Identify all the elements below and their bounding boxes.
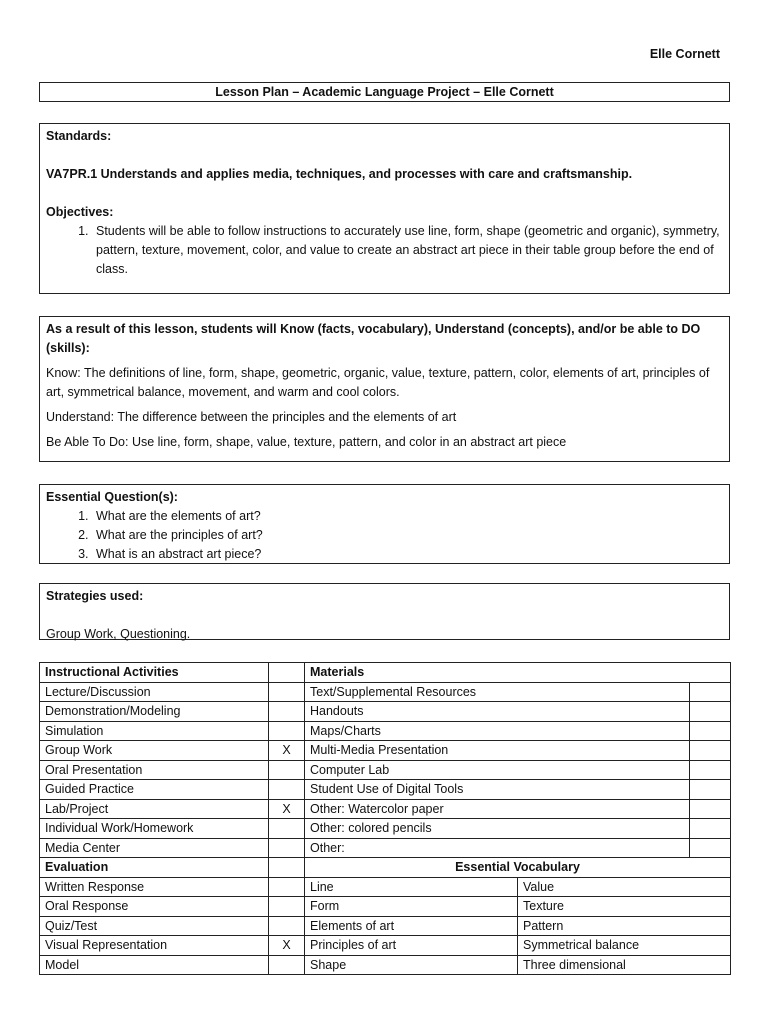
activity-mark-cell xyxy=(269,780,305,800)
table-row xyxy=(40,916,731,936)
activity-mark-cell xyxy=(269,838,305,858)
activity-cell: Group Work xyxy=(40,741,269,761)
strategies-heading: Strategies used: xyxy=(46,589,144,603)
vocabulary-cell: Texture xyxy=(518,897,731,917)
evaluation-heading: Evaluation xyxy=(40,858,269,878)
mark-cell xyxy=(269,663,305,683)
lesson-title: Lesson Plan – Academic Language Project – Elle Cornett xyxy=(39,82,730,102)
standards-section xyxy=(39,123,730,294)
activity-cell: Lecture/Discussion xyxy=(40,682,269,702)
objective-item: 1. Students will be able to follow instructions to accurately use line, form, shape (geometric and organic), symmetry, pattern, texture, movement, color, and value to create an abstract art piece in their table group before the end of class. xyxy=(92,222,723,279)
table-row xyxy=(40,780,731,800)
evaluation-header-row xyxy=(40,858,731,878)
activity-mark-cell xyxy=(269,682,305,702)
table-row xyxy=(40,741,731,761)
mark-cell xyxy=(269,858,305,878)
vocabulary-cell: Three dimensional xyxy=(518,955,731,975)
material-mark-cell xyxy=(690,799,731,819)
table-row xyxy=(40,955,731,975)
material-cell: Maps/Charts xyxy=(305,721,690,741)
essential-questions-section xyxy=(39,484,730,564)
material-mark-cell xyxy=(690,838,731,858)
standards-heading: Standards: xyxy=(46,129,112,143)
evaluation-mark-cell xyxy=(269,897,305,917)
table-row xyxy=(40,877,731,897)
vocabulary-cell: Value xyxy=(518,877,731,897)
activity-mark-cell: X xyxy=(269,741,305,761)
material-mark-cell xyxy=(690,721,731,741)
activity-cell: Media Center xyxy=(40,838,269,858)
table-row xyxy=(40,799,731,819)
table-row xyxy=(40,936,731,956)
material-cell: Computer Lab xyxy=(305,760,690,780)
vocabulary-heading: Essential Vocabulary xyxy=(305,858,731,878)
material-cell: Handouts xyxy=(305,702,690,722)
activity-mark-cell xyxy=(269,819,305,839)
evaluation-cell: Visual Representation xyxy=(40,936,269,956)
activity-cell: Individual Work/Homework xyxy=(40,819,269,839)
material-cell: Multi-Media Presentation xyxy=(305,741,690,761)
understand-text: Understand: The difference between the principles and the elements of art xyxy=(46,410,457,424)
standard-text: VA7PR.1 Understands and applies media, techniques, and processes with care and craftsmanship. xyxy=(46,167,633,181)
materials-heading: Materials xyxy=(305,663,731,683)
outcomes-heading: As a result of this lesson, students will Know (facts, vocabulary), Understand (concepts), and/or be able to DO (skills): xyxy=(46,322,701,355)
evaluation-cell: Oral Response xyxy=(40,897,269,917)
activity-cell: Lab/Project xyxy=(40,799,269,819)
table-row xyxy=(40,721,731,741)
vocabulary-cell: Form xyxy=(305,897,518,917)
activity-cell: Demonstration/Modeling xyxy=(40,702,269,722)
strategies-section xyxy=(39,583,730,640)
author-name: Elle Cornett xyxy=(649,47,720,61)
table-row xyxy=(40,760,731,780)
vocabulary-cell: Shape xyxy=(305,955,518,975)
vocabulary-cell: Elements of art xyxy=(305,916,518,936)
activity-mark-cell xyxy=(269,702,305,722)
activity-mark-cell xyxy=(269,760,305,780)
activity-cell: Guided Practice xyxy=(40,780,269,800)
activity-mark-cell xyxy=(269,721,305,741)
objectives-heading: Objectives: xyxy=(46,205,114,219)
material-mark-cell xyxy=(690,760,731,780)
evaluation-mark-cell xyxy=(269,877,305,897)
evaluation-mark-cell xyxy=(269,916,305,936)
material-cell: Other: Watercolor paper xyxy=(305,799,690,819)
table-row xyxy=(40,838,731,858)
essential-questions-heading: Essential Question(s): xyxy=(46,490,178,504)
vocabulary-cell: Symmetrical balance xyxy=(518,936,731,956)
outcomes-section xyxy=(39,316,730,462)
table-row xyxy=(40,819,731,839)
material-cell: Text/Supplemental Resources xyxy=(305,682,690,702)
table-header-row xyxy=(40,663,731,683)
activities-heading: Instructional Activities xyxy=(40,663,269,683)
question-item: 2. What are the principles of art? xyxy=(92,526,723,545)
material-mark-cell xyxy=(690,702,731,722)
evaluation-cell: Model xyxy=(40,955,269,975)
material-cell: Student Use of Digital Tools xyxy=(305,780,690,800)
activity-mark-cell: X xyxy=(269,799,305,819)
evaluation-cell: Written Response xyxy=(40,877,269,897)
table-row xyxy=(40,897,731,917)
vocabulary-cell: Line xyxy=(305,877,518,897)
evaluation-mark-cell: X xyxy=(269,936,305,956)
vocabulary-cell: Principles of art xyxy=(305,936,518,956)
material-mark-cell xyxy=(690,682,731,702)
material-mark-cell xyxy=(690,819,731,839)
activities-materials-table xyxy=(39,662,731,975)
evaluation-mark-cell xyxy=(269,955,305,975)
do-text: Be Able To Do: Use line, form, shape, value, texture, pattern, and color in an abstract art piece xyxy=(46,435,567,449)
vocabulary-cell: Pattern xyxy=(518,916,731,936)
material-cell: Other: xyxy=(305,838,690,858)
activity-cell: Oral Presentation xyxy=(40,760,269,780)
question-item: 1. What are the elements of art? xyxy=(92,507,723,526)
evaluation-cell: Quiz/Test xyxy=(40,916,269,936)
material-mark-cell xyxy=(690,780,731,800)
material-cell: Other: colored pencils xyxy=(305,819,690,839)
table-row xyxy=(40,702,731,722)
table-row xyxy=(40,682,731,702)
material-mark-cell xyxy=(690,741,731,761)
activity-cell: Simulation xyxy=(40,721,269,741)
question-item: 3. What is an abstract art piece? xyxy=(92,545,723,564)
know-text: Know: The definitions of line, form, shape, geometric, organic, value, texture, pattern, color, elements of art, principles of art, symmetrical balance, movement, and warm and cool colors. xyxy=(46,366,710,399)
strategies-text: Group Work, Questioning. xyxy=(46,627,191,641)
